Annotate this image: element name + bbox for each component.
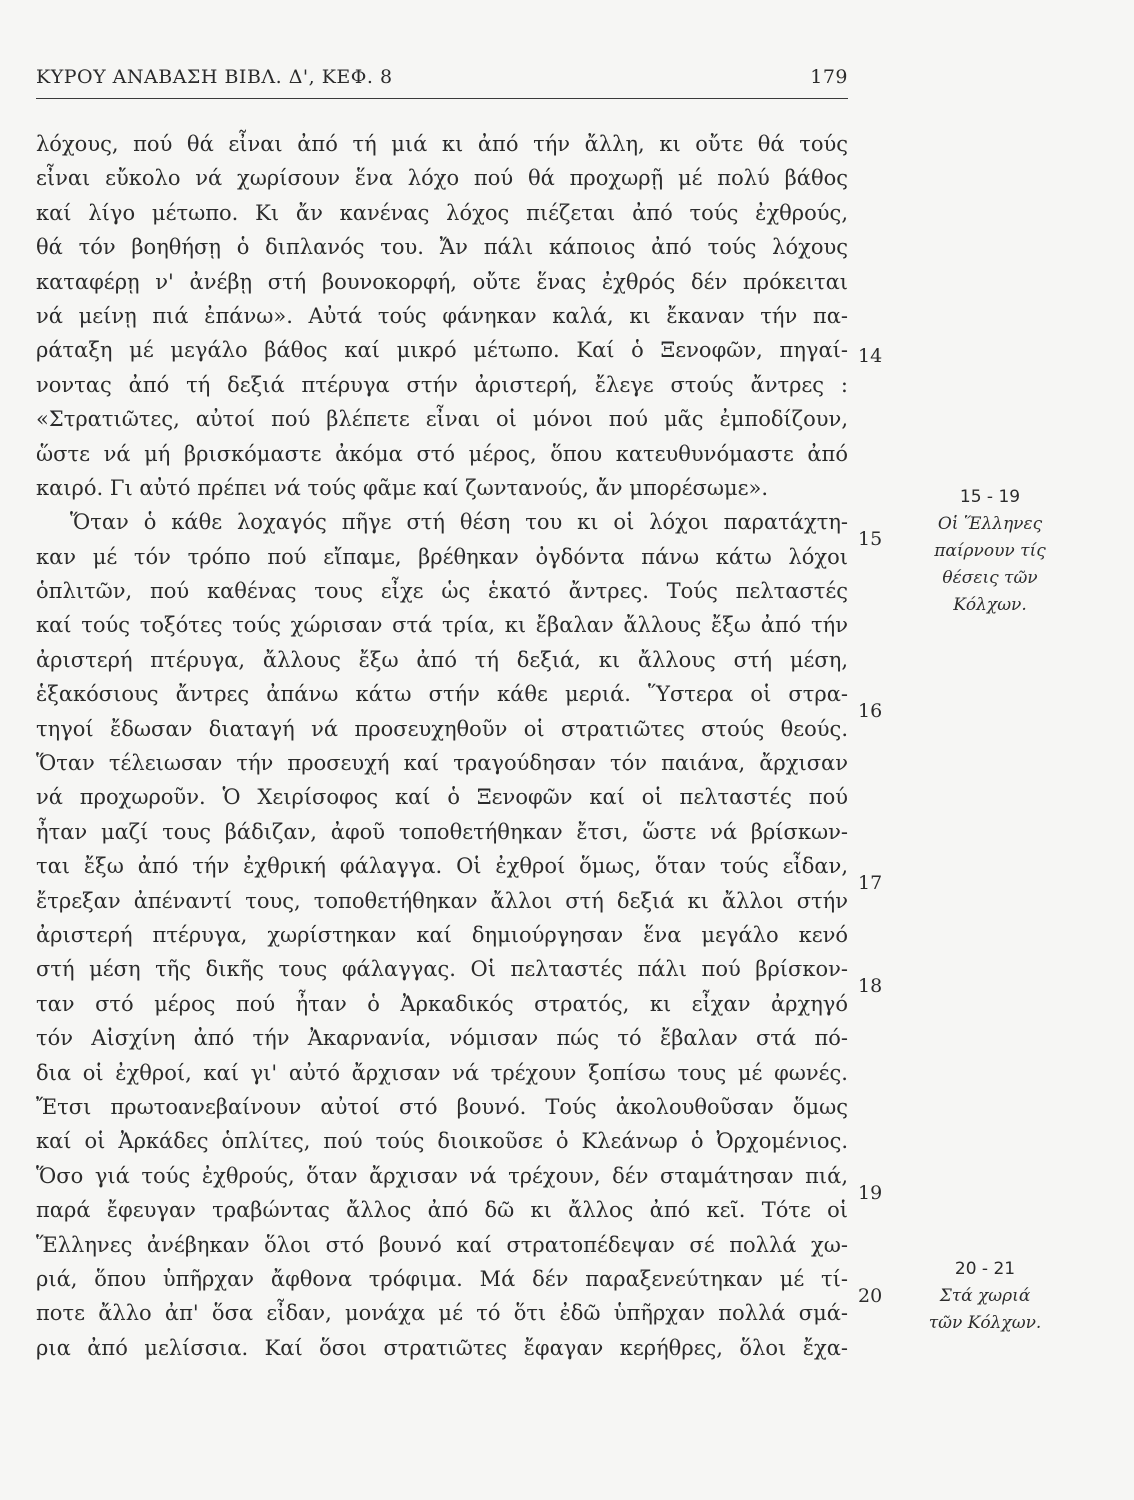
text-line: Ἕλληνες ἀνέβηκαν ὅλοι στό βουνό καί στρατοπέδεψαν σέ πολλά χω- (36, 1232, 848, 1257)
section-number: 16 (858, 700, 883, 722)
text-line: παρά ἔφευγαν τραβώντας ἄλλος ἀπό δῶ κι ἄλλος ἀπό κεῖ. Τότε οἱ (36, 1198, 848, 1223)
section-number: 18 (858, 975, 883, 997)
text-line: ἦταν μαζί τους βάδιζαν, ἀφοῦ τοποθετήθηκαν ἔτσι, ὥστε νά βρίσκων- (36, 819, 848, 844)
running-head-title: ΚΥΡΟΥ ΑΝΑΒΑΣΗ ΒΙΒΛ. Δ', ΚΕΦ. 8 (36, 66, 393, 88)
section-number: 17 (858, 872, 883, 894)
running-head (36, 66, 848, 94)
text-line: Ὅταν τέλειωσαν τήν προσευχή καί τραγούδησαν τόν παιάνα, ἄρχισαν (36, 751, 848, 776)
text-line: θά τόν βοηθήσῃ ὁ διπλανός του. Ἄν πάλι κάποιος ἀπό τούς λόχους (36, 235, 848, 260)
margin-note-text: τῶν Κόλχων. (928, 1313, 1042, 1333)
text-line: Ἔτσι πρωτοανεβαίνουν αὐτοί στό βουνό. Τούς ἀκολουθοῦσαν ὅμως (36, 1094, 848, 1119)
text-line: τηγοί ἔδωσαν διαταγή νά προσευχηθοῦν οἱ στρατιῶτες στούς θεούς. (36, 716, 848, 741)
text-line: ἀριστερή πτέρυγα, χωρίστηκαν καί δημιούργησαν ἕνα μεγάλο κενό (36, 922, 848, 947)
text-line: νά μείνῃ πιά ἐπάνω». Αὐτά τούς φάνηκαν καλά, κι ἔκαναν τήν πα- (36, 303, 848, 328)
text-line: ὁπλιτῶν, πού καθένας τους εἶχε ὡς ἑκατό ἄντρες. Τούς πελταστές (36, 579, 848, 604)
text-line: νά προχωροῦν. Ὁ Χειρίσοφος καί ὁ Ξενοφῶν καί οἱ πελταστές πού (36, 785, 848, 810)
margin-note-text: Στά χωριά (939, 1286, 1031, 1306)
text-line: ράταξη μέ μεγάλο βάθος καί μικρό μέτωπο. Καί ὁ Ξενοφῶν, πηγαί- (36, 338, 848, 363)
text-line: Ὅσο γιά τούς ἐχθρούς, ὅταν ἄρχισαν νά τρέχουν, δέν σταμάτησαν πιά, (36, 1163, 848, 1188)
text-line: καν μέ τόν τρόπο πού εἴπαμε, βρέθηκαν ὀγδόντα πάνω κάτω λόχοι (36, 544, 848, 569)
text-line: Ὅταν ὁ κάθε λοχαγός πῆγε στή θέση του κι οἱ λόχοι παρατάχτη- (70, 510, 848, 535)
text-line: ἀριστερή πτέρυγα, ἄλλους ἔξω ἀπό τή δεξιά, κι ἄλλους στή μέση, (36, 647, 848, 672)
text-line: εἶναι εὔκολο νά χωρίσουν ἕνα λόχο πού θά προχωρῇ μέ πολύ βάθος (36, 166, 848, 191)
text-line: ὥστε νά μή βρισκόμαστε ἀκόμα στό μέρος, ὅπου κατευθυνόμαστε ἀπό (36, 441, 848, 466)
margin-note-range: 20 - 21 (954, 1259, 1016, 1279)
text-line: ἔτρεξαν ἀπέναντί τους, τοποθετήθηκαν ἄλλοι στή δεξιά κι ἄλλοι στήν (36, 888, 848, 913)
text-line: νοντας ἀπό τή δεξιά πτέρυγα στήν ἀριστερή, ἔλεγε στούς ἄντρες : (36, 372, 848, 397)
text-line: καιρό. Γι αὐτό πρέπει νά τούς φᾶμε καί ζωντανούς, ἄν μπορέσωμε». (36, 475, 769, 500)
text-line: ται ἔξω ἀπό τήν ἐχθρική φάλαγγα. Οἱ ἐχθροί ὅμως, ὅταν τούς εἶδαν, (36, 854, 848, 879)
header-rule (36, 98, 848, 99)
text-line: ταν στό μέρος πού ἦταν ὁ Ἀρκαδικός στρατός, κι εἶχαν ἀρχηγό (36, 991, 848, 1016)
section-number: 15 (858, 528, 883, 550)
margin-note-range: 15 - 19 (959, 487, 1021, 507)
text-line: καί τούς τοξότες τούς χώρισαν στά τρία, κι ἔβαλαν ἄλλους ἔξω ἀπό τήν (36, 613, 848, 638)
margin-note-text: Κόλχων. (953, 595, 1027, 615)
text-line: στή μέση τῆς δικῆς τους φάλαγγας. Οἱ πελταστές πάλι πού βρίσκον- (36, 957, 848, 982)
text-line: καί λίγο μέτωπο. Κι ἄν κανένας λόχος πιέζεται ἀπό τούς ἐχθρούς, (36, 200, 848, 225)
section-number: 14 (858, 345, 883, 367)
text-line: καί οἱ Ἀρκάδες ὁπλίτες, πού τούς διοικοῦσε ὁ Κλεάνωρ ὁ Ὀρχομένιος. (36, 1129, 848, 1154)
margin-note-text: Οἱ Ἕλληνες (937, 514, 1043, 534)
text-line: ριά, ὅπου ὑπῆρχαν ἄφθονα τρόφιμα. Μά δέν παραξενεύτηκαν μέ τί- (36, 1266, 848, 1291)
page-number: 179 (810, 66, 848, 88)
text-line: ρια ἀπό μελίσσια. Καί ὅσοι στρατιῶτες ἔφαγαν κερήθρες, ὅλοι ἔχα- (36, 1335, 848, 1360)
text-line: δια οἱ ἐχθροί, καί γι' αὐτό ἄρχισαν νά τρέχουν ξοπίσω τους μέ φωνές. (36, 1060, 848, 1085)
text-line: τόν Αἰσχίνη ἀπό τήν Ἀκαρνανία, νόμισαν πώς τό ἔβαλαν στά πό- (36, 1026, 848, 1051)
text-line: λόχους, πού θά εἶναι ἀπό τή μιά κι ἀπό τήν ἄλλη, κι οὔτε θά τούς (36, 132, 848, 156)
margin-note-text: θέσεις τῶν (942, 568, 1038, 588)
text-line: καταφέρῃ ν' ἀνέβῃ στή βουνοκορφή, οὔτε ἕνας ἐχθρός δέν πρόκειται (36, 269, 848, 294)
body-text (36, 127, 848, 1365)
margin-note (880, 1256, 1090, 1337)
margin-note-text: παίρνουν τίς (934, 541, 1046, 561)
text-line: ποτε ἄλλο ἀπ' ὅσα εἶδαν, μονάχα μέ τό ὅτι ἐδῶ ὑπῆρχαν πολλά σμά- (36, 1301, 848, 1326)
text-line: «Στρατιῶτες, αὐτοί πού βλέπετε εἶναι οἱ μόνοι πού μᾶς ἐμποδίζουν, (36, 407, 848, 432)
section-number: 19 (858, 1182, 883, 1204)
section-number: 20 (858, 1285, 883, 1307)
text-line: ἑξακόσιους ἄντρες ἀπάνω κάτω στήν κάθε μεριά. Ὕστερα οἱ στρα- (36, 682, 848, 707)
margin-note (885, 484, 1095, 619)
